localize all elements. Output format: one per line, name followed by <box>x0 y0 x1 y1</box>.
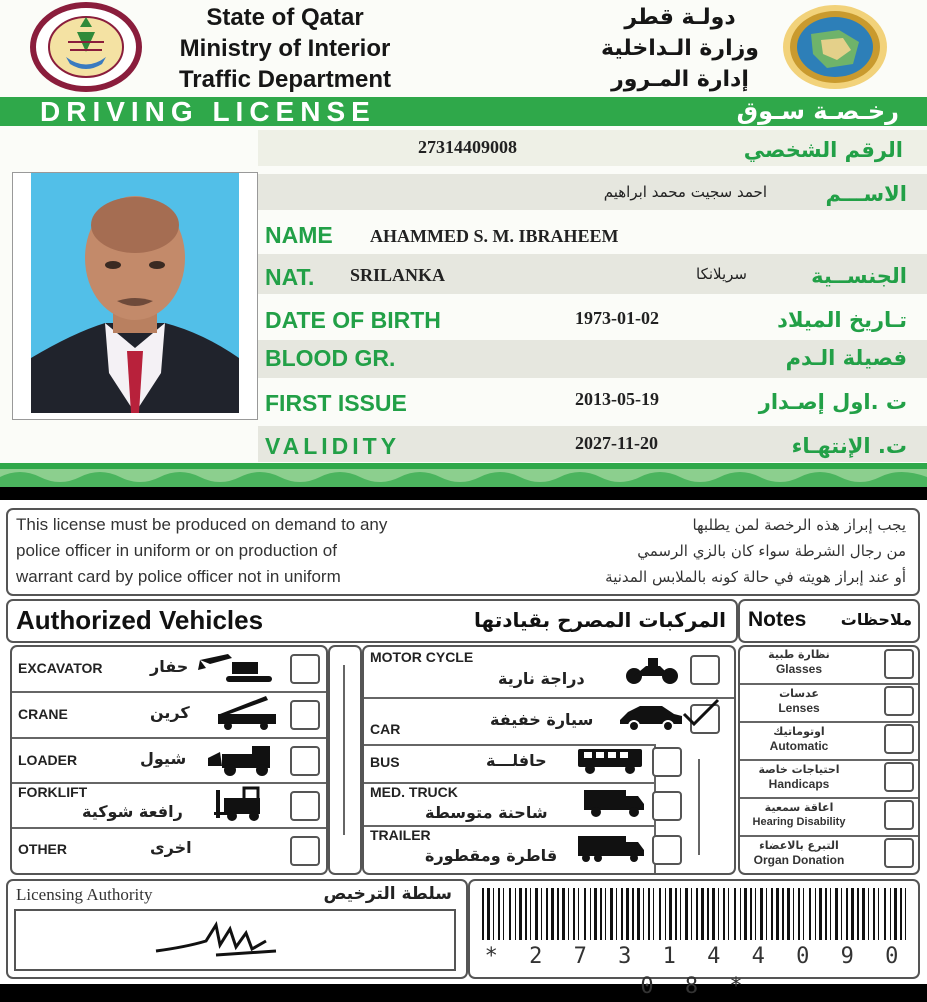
vehicle-loader-label-ar: شيول <box>140 749 187 768</box>
header-department: Traffic Department <box>178 66 392 93</box>
vehicle-forklift-label-ar: رافعة شوكية <box>82 802 183 821</box>
divider <box>12 737 326 739</box>
vehicle-trailer-label: TRAILER <box>370 827 431 843</box>
note-organ-ar: التبرع بالاعضاء <box>759 839 839 852</box>
checkbox-trailer[interactable] <box>652 835 682 865</box>
notice-line-1-ar: يجب إبراز هذه الرخصة لمن يطلبها <box>692 516 906 534</box>
excavator-icon <box>198 652 278 684</box>
notes-title: Notes <box>748 608 807 631</box>
vehicle-motorcycle-label-ar: دراجة نارية <box>498 669 585 688</box>
notes-title-ar: ملاحظات <box>840 610 912 629</box>
barcode-bar <box>637 888 640 940</box>
checkbox-other[interactable] <box>290 836 320 866</box>
notice-line-2: police officer in uniform or on production of <box>16 541 337 560</box>
header-english <box>150 2 420 95</box>
header-arabic <box>590 2 770 95</box>
trailer-icon <box>576 834 646 864</box>
barcode-bar <box>605 888 606 940</box>
decorative-border <box>0 463 927 487</box>
barcode-bar <box>691 888 692 940</box>
barcode-bar <box>675 888 677 940</box>
barcode-bar <box>900 888 902 940</box>
barcode-bar <box>525 888 527 940</box>
barcode-bar <box>557 888 559 940</box>
barcode-bar <box>846 888 848 940</box>
header-department-ar: إدارة المـرور <box>611 67 749 92</box>
vehicle-car-label: CAR <box>370 721 401 737</box>
note-glasses: Glasses <box>775 662 823 676</box>
divider <box>740 797 918 799</box>
barcode-bar <box>653 888 654 940</box>
signature-area <box>14 909 456 971</box>
note-lenses: Lenses <box>778 701 820 715</box>
checkbox-automatic[interactable] <box>884 724 914 754</box>
barcode-bar <box>669 888 672 940</box>
truck-icon <box>582 788 646 818</box>
barcode-bar <box>562 888 565 940</box>
barcode-bar <box>701 888 704 940</box>
car-icon <box>618 702 684 732</box>
checkbox-excavator[interactable] <box>290 654 320 684</box>
barcode-bar <box>809 888 811 940</box>
barcode-bar <box>890 888 891 940</box>
barcode-bar <box>659 888 661 940</box>
barcode-bar <box>696 888 698 940</box>
dob-label: DATE OF BIRTH <box>265 307 441 333</box>
nationality-label: NAT. <box>265 264 315 290</box>
barcode-bar <box>857 888 859 940</box>
notice-line-2-ar: من رجال الشرطة سواء كان بالزي الرسمي <box>637 542 906 560</box>
name-label: NAME <box>265 222 333 248</box>
note-glasses-ar: نظارة طبية <box>768 648 830 661</box>
bus-icon <box>576 747 644 775</box>
notice-line-1: This license must be produced on demand to any <box>16 515 388 534</box>
barcode-bar <box>503 888 504 940</box>
barcode-bar <box>584 888 586 940</box>
vehicle-forklift-label: FORKLIFT <box>18 784 88 800</box>
barcode-bar <box>610 888 613 940</box>
first-issue-date: 2013-05-19 <box>575 389 659 409</box>
barcode-bar <box>665 888 666 940</box>
validity-label: VALIDITY <box>265 433 401 459</box>
vehicle-crane-label: CRANE <box>18 706 68 722</box>
vehicle-trailer-label-ar: قاطرة ومقطورة <box>425 846 558 865</box>
barcode-bar <box>685 888 688 940</box>
barcode-bar <box>551 888 554 940</box>
barcode-bar <box>734 888 736 940</box>
barcode-bar <box>894 888 897 940</box>
vehicle-crane-label-ar: كرين <box>150 703 190 722</box>
loader-icon <box>206 744 278 776</box>
barcode-number: * 2 7 3 1 4 4 0 9 0 0 8 * <box>484 944 908 999</box>
note-handicaps: Handicaps <box>768 777 830 791</box>
barcode-bar <box>787 888 790 940</box>
bracket-line <box>343 665 345 835</box>
holder-name-ar: احمد سجيت محمد ابراهيم <box>603 183 767 201</box>
barcode-bar <box>590 888 591 940</box>
gcc-emblem-icon <box>781 2 889 92</box>
blood-label: BLOOD GR. <box>265 345 396 371</box>
barcode-bar <box>616 888 617 940</box>
barcode-bar <box>568 888 569 940</box>
header-ministry-ar: وزارة الـداخلية <box>601 36 759 61</box>
barcode-bar <box>750 888 752 940</box>
notes-header <box>738 599 920 643</box>
vehicle-bus-label-ar: حافلـــة <box>486 751 547 770</box>
licensing-authority-box <box>6 879 468 979</box>
vehicle-excavator-label-ar: حفار <box>150 657 189 676</box>
bracket-line <box>698 759 700 855</box>
barcode-bar <box>771 888 773 940</box>
barcode-bar <box>680 888 681 940</box>
barcode-bar <box>487 888 490 940</box>
barcode-bar <box>600 888 602 940</box>
barcode-bar <box>728 888 729 940</box>
vehicle-loader-label: LOADER <box>18 752 78 768</box>
vehicle-med-truck-label: MED. TRUCK <box>370 784 458 800</box>
holder-photo <box>13 173 257 419</box>
barcode-bar <box>776 888 779 940</box>
validity-date: 2027-11-20 <box>575 433 658 453</box>
vehicle-motorcycle-label: MOTOR CYCLE <box>370 649 474 665</box>
dob-label-ar: تـاريخ الميلاد <box>777 308 907 332</box>
notice-line-3-ar: أو عند إبراز هويته في حالة كونه بالملابس المدنية <box>605 568 906 586</box>
checkbox-med-truck[interactable] <box>652 791 682 821</box>
barcode-bar <box>878 888 879 940</box>
barcode-bar <box>766 888 767 940</box>
checkbox-motorcycle[interactable] <box>690 655 720 685</box>
barcode-bar <box>798 888 800 940</box>
vehicle-bus-label: BUS <box>370 754 400 770</box>
vehicle-med-truck-label-ar: شاحنة متوسطة <box>425 803 548 822</box>
barcode-bar <box>573 888 575 940</box>
validity-label-ar: ت. الإنتهـاء <box>791 434 907 458</box>
holder-name: AHAMMED S. M. IBRAHEEM <box>370 226 619 246</box>
note-organ: Organ Donation <box>753 853 845 867</box>
signature-icon <box>16 911 454 969</box>
divider <box>740 759 918 761</box>
barcode-bar <box>712 888 715 940</box>
barcode-bar <box>744 888 747 940</box>
notice-line-3: warrant card by police officer not in uniform <box>16 567 341 586</box>
checkbox-lenses[interactable] <box>884 686 914 716</box>
barcode-bar <box>482 888 484 940</box>
checkbox-hearing[interactable] <box>884 800 914 830</box>
divider <box>740 683 918 685</box>
barcode-bar <box>519 888 522 940</box>
notice-box <box>6 508 920 596</box>
header-state: State of Qatar <box>206 4 364 31</box>
photo-frame <box>12 172 258 420</box>
note-automatic-ar: اوتوماتيك <box>773 725 825 738</box>
barcode-bar <box>825 888 827 940</box>
barcode-bar <box>884 888 886 940</box>
note-hearing-ar: اعاقة سمعية <box>764 801 834 814</box>
header-ministry: Ministry of Interior <box>179 35 391 62</box>
barcode-bar <box>760 888 763 940</box>
checkbox-loader[interactable] <box>290 746 320 776</box>
license-title: DRIVING LICENSE <box>40 96 376 127</box>
barcode-bar <box>632 888 634 940</box>
barcode-bar <box>851 888 854 940</box>
license-front <box>0 0 927 487</box>
barcode-icon <box>476 888 916 940</box>
barcode-bar <box>905 888 906 940</box>
vehicle-excavator-label: EXCAVATOR <box>18 660 103 676</box>
note-automatic: Automatic <box>769 739 829 753</box>
barcode-bar <box>509 888 511 940</box>
barcode-bar <box>621 888 623 940</box>
vehicle-other-label: OTHER <box>18 841 67 857</box>
barcode-bar <box>515 888 516 940</box>
barcode-bar <box>594 888 597 940</box>
barcode-bar <box>643 888 644 940</box>
personal-number-label-ar: الرقم الشخصي <box>743 138 903 162</box>
barcode-bar <box>546 888 548 940</box>
barcode-bar <box>723 888 725 940</box>
divider <box>12 691 326 693</box>
divider <box>12 827 326 829</box>
name-label-ar: الاســـم <box>825 182 907 206</box>
nationality-label-ar: الجنســية <box>811 264 907 288</box>
vehicle-car-label-ar: سيارة خفيفة <box>490 710 594 729</box>
barcode-bar <box>815 888 816 940</box>
barcode-bar <box>718 888 719 940</box>
authorized-vehicles-header <box>6 599 738 643</box>
barcode-bar <box>830 888 831 940</box>
barcode-bar <box>493 888 494 940</box>
authorized-vehicles-title-ar: المركبات المصرح بقيادتها <box>474 608 726 632</box>
barcode-bar <box>530 888 531 940</box>
barcode-bar <box>755 888 756 940</box>
barcode-bar <box>648 888 650 940</box>
license-title-ar: رخـصـة سـوق <box>736 97 899 125</box>
qatar-emblem-icon <box>30 2 142 92</box>
barcode-bar <box>541 888 542 940</box>
barcode-bar <box>793 888 794 940</box>
barcode-bar <box>626 888 629 940</box>
note-lenses-ar: عدسات <box>779 687 819 700</box>
barcode-bar <box>740 888 741 940</box>
barcode-bar <box>803 888 804 940</box>
first-issue-label-ar: ت .اول إصـدار <box>758 390 907 414</box>
bracket-column <box>328 645 362 875</box>
barcode-bar <box>707 888 709 940</box>
checkbox-handicaps[interactable] <box>884 762 914 792</box>
licensing-authority-label: Licensing Authority <box>16 885 153 904</box>
header-state-ar: دولـة قطر <box>624 5 736 30</box>
motorcycle-icon <box>624 654 680 686</box>
checkbox-crane[interactable] <box>290 700 320 730</box>
checkbox-forklift[interactable] <box>290 791 320 821</box>
barcode-bar <box>873 888 875 940</box>
divider <box>364 744 654 746</box>
barcode-bar <box>782 888 784 940</box>
checkbox-bus[interactable] <box>652 747 682 777</box>
nationality-ar: سريلانكا <box>696 265 747 283</box>
barcode-bar <box>835 888 838 940</box>
licensing-authority-label-ar: سلطة الترخيص <box>323 884 452 904</box>
checkbox-organ[interactable] <box>884 838 914 868</box>
barcode-bar <box>868 888 869 940</box>
barcode-bar <box>862 888 865 940</box>
forklift-icon <box>214 786 278 822</box>
note-handicaps-ar: احتياجات خاصة <box>758 763 840 776</box>
barcode-bar <box>535 888 538 940</box>
crane-icon <box>214 694 280 730</box>
checkmark-icon <box>678 696 720 730</box>
note-hearing: Hearing Disability <box>752 816 846 828</box>
authorized-vehicles-title: Authorized Vehicles <box>16 605 264 635</box>
barcode-bar <box>578 888 579 940</box>
barcode-bar <box>841 888 842 940</box>
nationality: SRILANKA <box>350 265 446 285</box>
divider <box>740 721 918 723</box>
date-of-birth: 1973-01-02 <box>575 308 659 328</box>
barcode-bar <box>498 888 500 940</box>
personal-number: 27314409008 <box>418 137 517 157</box>
divider <box>740 835 918 837</box>
checkbox-glasses[interactable] <box>884 649 914 679</box>
barcode-bar <box>819 888 822 940</box>
vehicle-other-label-ar: اخرى <box>150 838 192 857</box>
first-issue-label: FIRST ISSUE <box>265 390 407 416</box>
blood-label-ar: فصيلة الـدم <box>785 346 907 370</box>
